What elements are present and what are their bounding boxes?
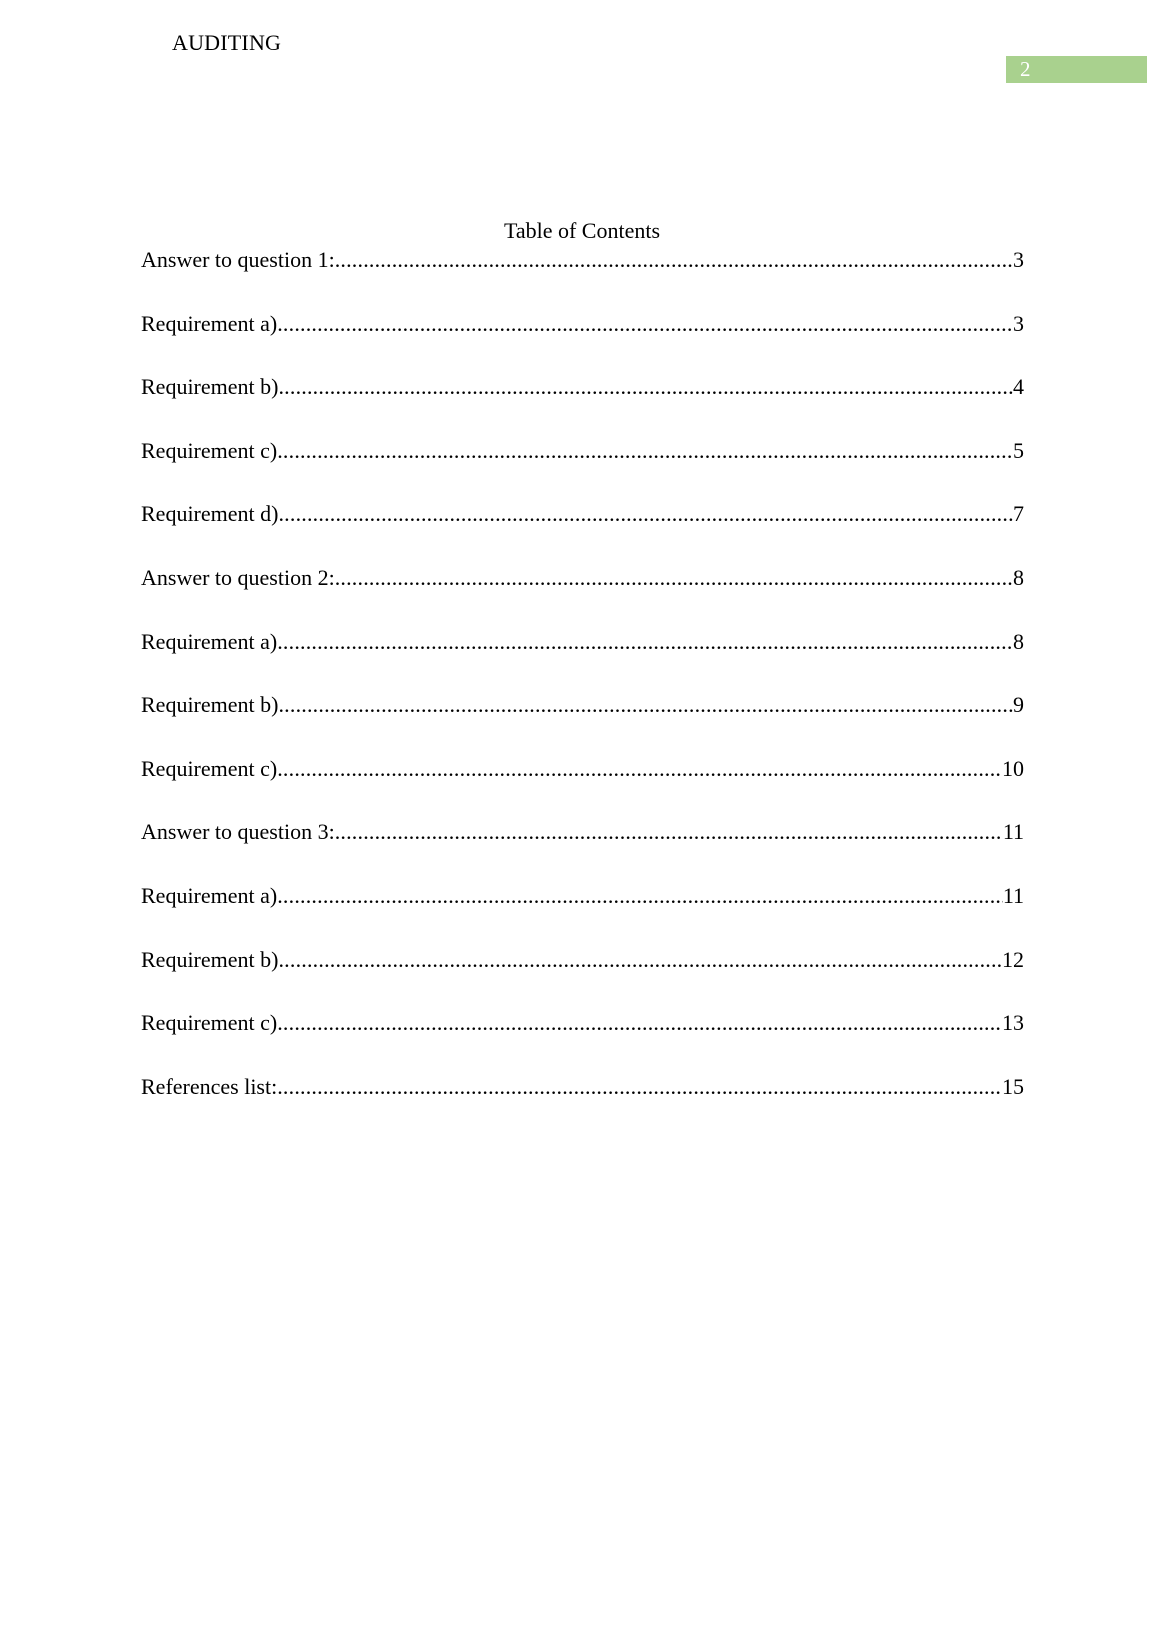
toc-entry-q2-requirement-b[interactable] bbox=[141, 691, 1024, 719]
toc-entry-page: 8 bbox=[1013, 564, 1024, 590]
toc-entry-label: Requirement c) bbox=[141, 755, 278, 781]
toc-entry-q1-requirement-d[interactable] bbox=[141, 500, 1024, 528]
toc-entry-label: Requirement d) bbox=[141, 501, 279, 527]
running-header-title: AUDITING bbox=[172, 30, 282, 55]
toc-entry-answer-question-1[interactable] bbox=[141, 246, 1024, 274]
toc-entry-references-list[interactable] bbox=[141, 1073, 1024, 1101]
toc-entry-q2-requirement-a[interactable] bbox=[141, 628, 1024, 656]
toc-entry-answer-question-2[interactable] bbox=[141, 564, 1024, 592]
toc-entry-page: 7 bbox=[1013, 501, 1024, 527]
toc-dot-leader bbox=[277, 628, 1013, 656]
toc-dot-leader bbox=[278, 500, 1013, 528]
toc-entry-label: Answer to question 1: bbox=[141, 247, 335, 272]
toc-entry-answer-question-3[interactable] bbox=[141, 818, 1024, 846]
toc-entry-q3-requirement-c[interactable] bbox=[141, 1009, 1024, 1037]
toc-entry-page: 4 bbox=[1013, 374, 1024, 400]
toc-dot-leader bbox=[277, 882, 1003, 910]
toc-entry-page: 11 bbox=[1002, 819, 1024, 845]
toc-dot-leader bbox=[335, 564, 1013, 592]
toc-dot-leader bbox=[278, 691, 1013, 719]
page-number-badge: 2 bbox=[1006, 56, 1147, 83]
toc-entry-page: 8 bbox=[1013, 628, 1024, 654]
toc-dot-leader bbox=[335, 246, 1013, 274]
toc-entry-label: Requirement c) bbox=[141, 1010, 278, 1036]
toc-dot-leader bbox=[335, 818, 1003, 846]
toc-entry-page: 3 bbox=[1013, 310, 1024, 336]
toc-entry-q1-requirement-b[interactable] bbox=[141, 373, 1024, 401]
toc-entry-page: 5 bbox=[1013, 437, 1024, 463]
toc-entry-q2-requirement-c[interactable] bbox=[141, 755, 1024, 783]
toc-heading: Table of Contents bbox=[503, 218, 661, 243]
toc-entry-page: 15 bbox=[1002, 1073, 1024, 1099]
toc-entry-q1-requirement-a[interactable] bbox=[141, 310, 1024, 338]
toc-entry-label: Requirement a) bbox=[141, 628, 278, 654]
toc-entry-label: References list: bbox=[141, 1073, 278, 1099]
toc-dot-leader bbox=[277, 1009, 1002, 1037]
toc-entry-q1-requirement-c[interactable] bbox=[141, 437, 1024, 465]
toc-entry-label: Requirement b) bbox=[141, 374, 279, 400]
toc-entry-label: Requirement a) bbox=[141, 310, 278, 336]
toc-entry-page: 12 bbox=[1002, 946, 1024, 972]
toc-entry-label: Answer to question 3: bbox=[141, 819, 335, 845]
toc-entry-page: 11 bbox=[1002, 882, 1024, 908]
toc-entry-label: Answer to question 2: bbox=[141, 564, 335, 590]
toc-entry-page: 9 bbox=[1013, 692, 1024, 718]
toc-entry-label: Requirement c) bbox=[141, 437, 278, 463]
toc-dot-leader bbox=[277, 755, 1002, 783]
toc-entry-page: 10 bbox=[1002, 755, 1024, 781]
toc-entry-label: Requirement a) bbox=[141, 882, 278, 908]
table-of-contents bbox=[141, 246, 1024, 1136]
toc-dot-leader bbox=[278, 946, 1002, 974]
toc-dot-leader bbox=[278, 373, 1013, 401]
toc-entry-q3-requirement-a[interactable] bbox=[141, 882, 1024, 910]
toc-entry-page: 13 bbox=[1002, 1010, 1024, 1036]
toc-entry-label: Requirement b) bbox=[141, 692, 279, 718]
toc-entry-q3-requirement-b[interactable] bbox=[141, 946, 1024, 974]
toc-dot-leader bbox=[277, 310, 1013, 338]
toc-entry-label: Requirement b) bbox=[141, 946, 279, 972]
toc-dot-leader bbox=[277, 1073, 1002, 1101]
toc-entry-page: 3 bbox=[1013, 247, 1024, 272]
toc-dot-leader bbox=[277, 437, 1013, 465]
